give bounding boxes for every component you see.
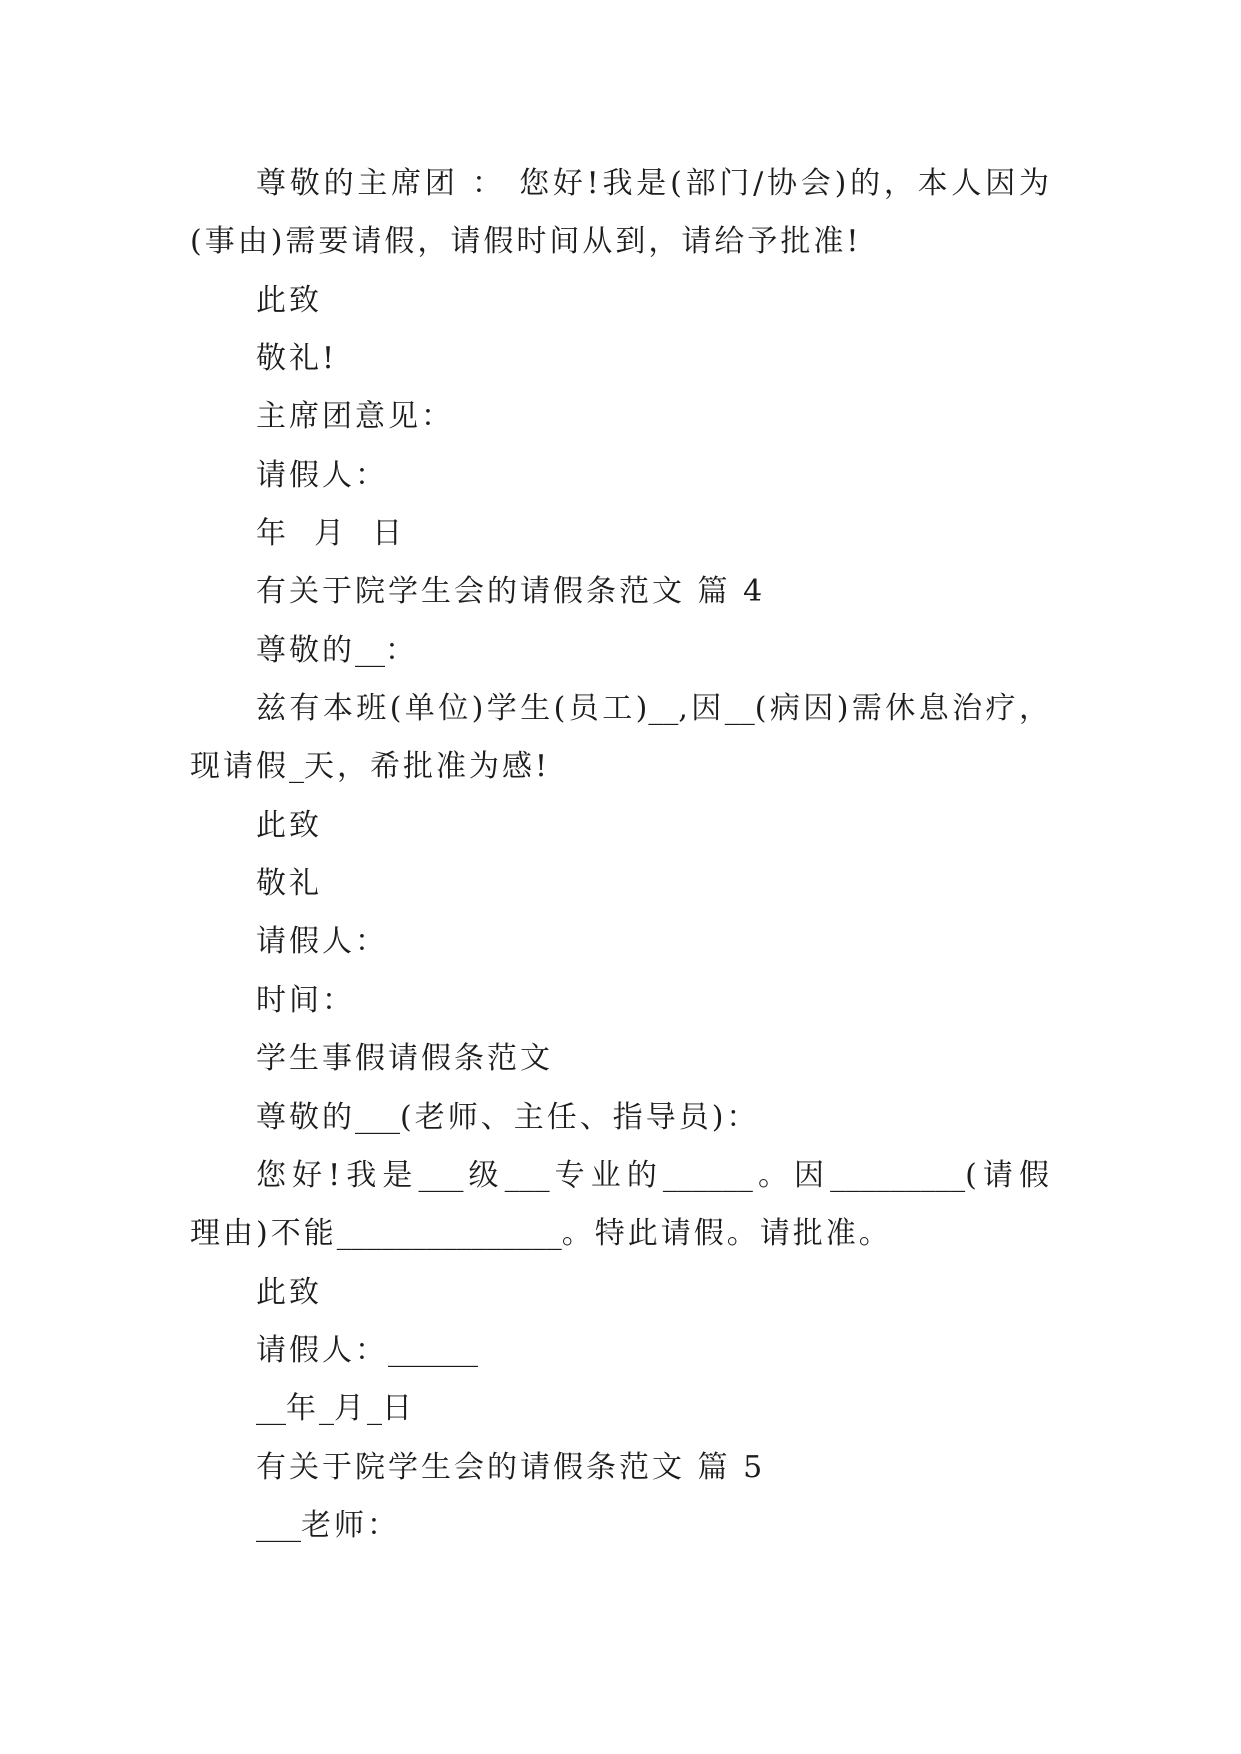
blank-underline: ______	[662, 1157, 753, 1193]
section-heading: 有关于院学生会的请假条范文 篇 5	[256, 1449, 766, 1485]
salutation: 尊敬的___(老师、主任、指导员)：	[256, 1099, 760, 1135]
blank-underline: ___	[504, 1157, 550, 1193]
blank-underline: _	[367, 1391, 382, 1427]
blank-underline: __	[724, 691, 755, 727]
blank-underline: ______	[388, 1332, 478, 1368]
body-line: 理由)不能_______________。特此请假。请批准。	[190, 1216, 892, 1252]
date-line: __年_月_日	[256, 1391, 415, 1427]
blank-underline: ___	[418, 1157, 464, 1193]
document-body	[190, 155, 1050, 1555]
closing-line: 敬礼	[256, 866, 322, 902]
closing-line: 此致	[256, 807, 322, 843]
salutation: ___老师：	[256, 1507, 400, 1543]
body-line: 尊敬的主席团 ： 您好!我是(部门/协会)的，本人因为	[256, 166, 1050, 201]
closing-line: 敬礼!	[256, 341, 338, 377]
approval-label: 主席团意见：	[256, 399, 454, 435]
time-label: 时间：	[256, 982, 355, 1018]
blank-underline: ___	[256, 1507, 301, 1543]
closing-line: 此致	[256, 1274, 322, 1310]
applicant-line: 请假人：______	[256, 1332, 478, 1368]
blank-underline: _	[289, 749, 304, 785]
body-line: (事由)需要请假，请假时间从到，请给予批准!	[190, 224, 862, 260]
blank-underline: _______________	[336, 1216, 562, 1252]
blank-underline: __	[355, 632, 385, 668]
section-heading: 有关于院学生会的请假条范文 篇 4	[256, 574, 766, 610]
closing-line: 此致	[256, 282, 322, 318]
applicant-label: 请假人：	[256, 924, 388, 960]
section-heading: 学生事假请假条范文	[256, 1041, 553, 1077]
blank-underline: __	[648, 691, 679, 727]
body-line: 您好!我是___级___专业的______。因_________(请假	[256, 1157, 1050, 1193]
blank-underline: _	[319, 1391, 334, 1427]
blank-underline: _________	[830, 1157, 966, 1193]
body-line: 兹有本班(单位)学生(员工)__,因__(病因)需休息治疗，	[256, 691, 1050, 727]
salutation: 尊敬的__：	[256, 632, 418, 668]
date-line: 年 月 日	[256, 516, 406, 552]
blank-underline: ___	[355, 1099, 400, 1135]
blank-underline: __	[256, 1391, 286, 1427]
applicant-label: 请假人：	[256, 457, 388, 493]
body-line: 现请假_天，希批准为感!	[190, 749, 551, 785]
